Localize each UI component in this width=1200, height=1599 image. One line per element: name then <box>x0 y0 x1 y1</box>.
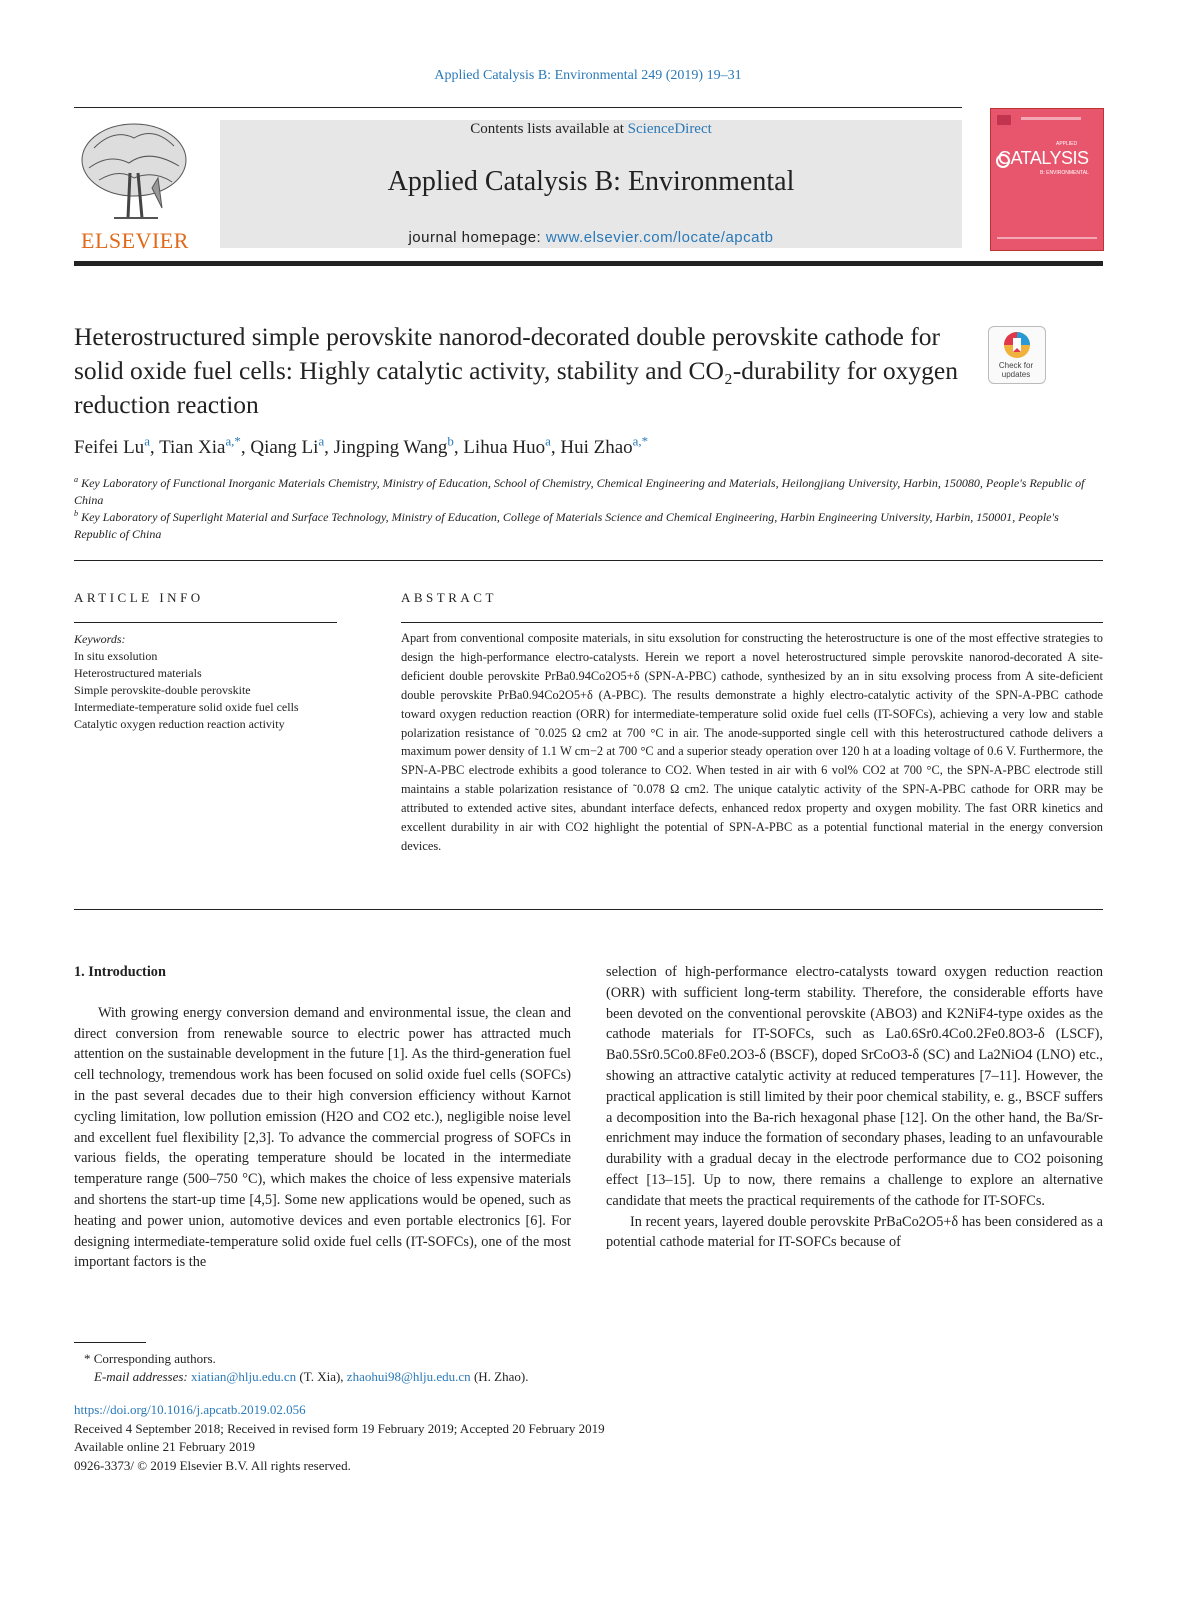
check-for-updates-label <box>988 361 1044 379</box>
email-owner: (T. Xia), <box>296 1369 347 1384</box>
copyright: 0926-3373/ © 2019 Elsevier B.V. All rights reserved. <box>74 1457 351 1473</box>
affiliation-marker: b <box>74 509 79 518</box>
sciencedirect-link[interactable]: ScienceDirect <box>627 121 712 137</box>
intro-paragraph: selection of high-performance electro-catalysts toward oxygen reduction reaction (ORR) with sufficient long-term stability. Therefore, the considerable efforts have been devoted on the conventional perovskite (ABO3) and K2NiF4-type oxides as the cathode materials for IT-SOFCs, such as La0.6Sr0.4Co0.2Fe0.8O3-δ (LSCF), Ba0.5Sr0.5Co0.8Fe0.2O3-δ (BSCF), doped SrCoO3-δ (SC) and La2NiO4 (LNO) etc., showing an attractive catalytic activity at reduced temperatures [7–11]. However, the practical application is still limited by their poor chemical stability, e. g., BSCF suffers a decomposition into the Ba-rich hexagonal phase [12]. On the other hand, the Ba/Sr-enrichment may induce the formation of secondary phases, leading to an unfavourable durability with a gradual decay in the electrode performance due to CO2 poisoning effect [13–15]. Up to now, there remains a challenge to explore an alternative candidate that meets the practical requirements of the cathode for IT-SOFCs. <box>606 964 1103 1209</box>
author[interactable]: Tian Xia$^{a,*}$ <box>159 433 241 458</box>
keyword-item: In situ exsolution <box>74 649 158 663</box>
author[interactable]: Hui Zhao$^{a,*}$ <box>560 433 649 458</box>
cover-art-icon <box>991 109 1103 250</box>
header-top-rule <box>74 107 962 108</box>
affiliation-rule <box>74 560 1103 561</box>
affiliation-text: Key Laboratory of Superlight Material and Surface Technology, Ministry of Education, College of Materials Science and Chemical Engineering, Harbin Engineering University, Harbin, 150001, People's Republic of China <box>74 510 1059 541</box>
check-updates-icon <box>989 327 1045 363</box>
intro-left-column <box>74 962 571 1273</box>
corresponding-note: * Corresponding authors. <box>84 1351 216 1366</box>
available-online: Available online 21 February 2019 <box>74 1439 255 1454</box>
author[interactable]: Jingping Wang$^b$ <box>333 433 454 458</box>
keyword-item: Simple perovskite-double perovskite <box>74 683 251 697</box>
check-line-2: updates <box>1001 370 1031 379</box>
affiliation-marker: a <box>74 475 79 484</box>
article-meta <box>74 1401 974 1475</box>
doi-link[interactable]: https://doi.org/10.1016/j.apcatb.2019.02.056 <box>74 1402 306 1417</box>
tree-icon <box>74 118 196 228</box>
cover-subtitle: B: ENVIRONMENTAL <box>1040 170 1089 176</box>
abstract-bottom-rule <box>74 909 1103 910</box>
intro-right-column <box>606 962 1103 1253</box>
elsevier-wordmark: ELSEVIER <box>81 228 189 253</box>
homepage-link[interactable]: www.elsevier.com/locate/apcatb <box>545 229 774 246</box>
intro-paragraph: In recent years, layered double perovskite PrBaCo2O5+δ has been considered as a potential cathode material for IT-SOFCs because of <box>606 1213 1103 1251</box>
abstract-heading: ABSTRACT <box>401 590 497 605</box>
paper-title: Heterostructured simple perovskite nanorod-decorated double perovskite cathode for solid oxide fuel cells: Highly catalytic activity, stability and CO₂-durability for oxygen reduction reaction <box>74 322 958 419</box>
article-info-heading: ARTICLE INFO <box>74 590 204 605</box>
header-bottom-rule <box>74 261 1103 266</box>
email-line <box>74 1368 974 1386</box>
keyword-item: Intermediate-temperature solid oxide fuel cells <box>74 700 299 714</box>
abstract-text: Apart from conventional composite materials, in situ exsolution for constructing the heterostructure is one of the most effective strategies to design the high-performance electro-catalysts. Herein we report a novel heterostructured simple perovskite nanorod-decorated A site-deficient double perovskite PrBa0.94Co2O5+δ (SPN-A-PBC) cathode, synthesized by an in situ exsolving process from A site-deficient double perovskite PrBa0.94Co2O5+δ (A-PBC). The results demonstrate a highly electro-catalytic activity of the SPN-A-PBC cathode toward oxygen reduction reaction (ORR) for intermediate-temperature solid oxide fuel cells (IT-SOFCs), achieving a very low and stable polarization resistance of ˜0.025 Ω cm2 at 700 °C in air. The anode-supported single cell with this heterostructured cathode delivers a maximum power density of 1.1 W cm−2 at 700 °C and a superior steady operation over 120 h at a loading voltage of 0.6 V. Furthermore, the SPN-A-PBC electrode exhibits a good tolerance to CO2. When tested in air with 6 vol% CO2 at 700 °C, the SPN-A-PBC electrode still maintains a stable polarization resistance of ˜0.078 Ω cm2. The unique catalytic activity of the SPN-A-PBC cathode for ORR may be attributed to extended active sites, abundant interface defects, enhanced redox property and oxygen mobility. The fast ORR kinetics and excellent durability in air with CO2 highlight the potential of SPN-A-PBC as a potential functional material in the energy conversion devices. <box>401 631 1103 853</box>
journal-cover[interactable] <box>990 108 1104 251</box>
email-link[interactable]: zhaohui98@hlju.edu.cn <box>346 1369 471 1384</box>
check-line-1: Check for <box>998 361 1034 370</box>
section-heading-introduction: 1. Introduction <box>74 964 166 980</box>
footnotes <box>74 1350 974 1386</box>
cover-top-text: APPLIED <box>1056 141 1078 147</box>
keyword-item: Heterostructured materials <box>74 666 202 680</box>
author[interactable]: Qiang Li$^a$ <box>250 433 325 458</box>
footnote-rule <box>74 1342 146 1343</box>
author[interactable]: Feifei Lu$^a$ <box>74 433 150 458</box>
contents-line <box>220 121 962 138</box>
email-label: E-mail addresses: <box>94 1369 192 1384</box>
keywords-block <box>74 631 344 733</box>
journal-homepage <box>220 229 962 246</box>
journal-title: Applied Catalysis B: Environmental <box>387 166 795 197</box>
affiliation-b <box>74 509 1104 543</box>
author[interactable]: Lihua Huo$^a$ <box>463 433 551 458</box>
affiliation-a <box>74 475 1104 509</box>
received-dates: Received 4 September 2018; Received in revised form 19 February 2019; Accepted 20 February 2019 <box>74 1420 605 1436</box>
author-list: Feifei Lu$^a$, Tian Xia$^{a,*}$, Qiang Li$^a$, Jingping Wang$^b$, Lihua Huo$^a$, Hui Zhao$^{a,*}$ <box>74 433 649 458</box>
article-info-rule <box>74 622 337 623</box>
keyword-item: Catalytic oxygen reduction reaction activity <box>74 717 285 731</box>
keywords-label: Keywords: <box>74 632 126 646</box>
email-link[interactable]: xiatian@hlju.edu.cn <box>191 1369 297 1384</box>
affiliation-text: Key Laboratory of Functional Inorganic Materials Chemistry, Ministry of Education, School of Chemistry, Chemical Engineering and Materials, Heilongjiang University, Harbin, 150080, People's Republic of China <box>74 476 1085 507</box>
homepage-prefix: journal homepage: <box>408 229 546 246</box>
intro-paragraph: With growing energy conversion demand and environmental issue, the clean and direct conversion from renewable source to electric power has attracted much attention on the sustainable development in the future [1]. As the third-generation fuel cell technology, tremendous work has been focused on solid oxide fuel cells (SOFCs) in the past several decades due to their high conversion efficiency without Karnot cycling limitation, low pollution emission (H2O and CO2 etc.), negligible noise level and excellent fuel flexibility [2,3]. To advance the commercial progress of SOFCs in various fields, the operating temperature should be located in the intermediate temperature range (500–750 °C), which makes the choice of less expensive materials and shortens the start-up time [4,5]. Some new applications would be opened, such as heating and power union, automotive devices and even portable electronics [6]. For designing intermediate-temperature solid oxide fuel cells (IT-SOFCs), one of the most important factors is the <box>74 1004 571 1271</box>
email-owner: (H. Zhao). <box>470 1369 529 1384</box>
contents-prefix: Contents lists available at <box>470 121 628 137</box>
abstract-rule <box>401 622 1103 623</box>
cover-title: CATALYSIS <box>998 148 1089 168</box>
journal-reference[interactable]: Applied Catalysis B: Environmental 249 (2019) 19–31 <box>434 68 742 83</box>
